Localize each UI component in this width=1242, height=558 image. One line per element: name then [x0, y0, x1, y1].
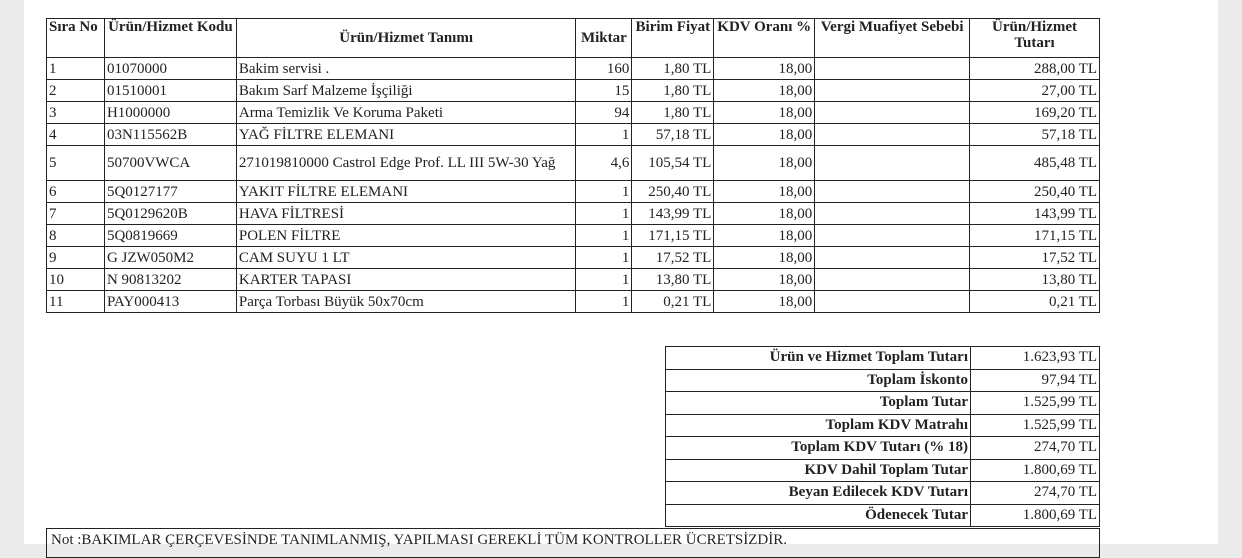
cell-birim: 171,15 TL: [632, 225, 714, 247]
cell-sira: 2: [47, 80, 105, 102]
cell-sira: 6: [47, 181, 105, 203]
table-row: [47, 181, 1100, 203]
cell-miktar: 1: [576, 181, 632, 203]
cell-kod: 5Q0819669: [104, 225, 236, 247]
table-row: [47, 225, 1100, 247]
totals-row: [666, 347, 1100, 370]
table-header-row: [47, 19, 1100, 58]
header-tanim: Ürün/Hizmet Tanımı: [236, 19, 576, 58]
cell-birim: 105,54 TL: [632, 146, 714, 181]
totals-label: Toplam Tutar: [666, 392, 971, 415]
totals-row: [666, 437, 1100, 460]
cell-sira: 10: [47, 269, 105, 291]
totals-row: [666, 482, 1100, 505]
cell-tanim: 271019810000 Castrol Edge Prof. LL III 5W-30 Yağ: [236, 146, 576, 181]
cell-miktar: 1: [576, 124, 632, 146]
cell-tutar: 57,18 TL: [970, 124, 1100, 146]
cell-tanim: YAKIT FİLTRE ELEMANI: [236, 181, 576, 203]
totals-label: Toplam İskonto: [666, 369, 971, 392]
cell-birim: 17,52 TL: [632, 247, 714, 269]
cell-tanim: KARTER TAPASI: [236, 269, 576, 291]
header-tutar: Ürün/Hizmet Tutarı: [970, 19, 1100, 58]
cell-kod: 50700VWCA: [104, 146, 236, 181]
cell-kod: N 90813202: [104, 269, 236, 291]
cell-tanim: HAVA FİLTRESİ: [236, 203, 576, 225]
cell-sira: 8: [47, 225, 105, 247]
header-miktar: Miktar: [576, 19, 632, 58]
cell-tanim: Bakim servisi .: [236, 58, 576, 80]
cell-kod: 5Q0127177: [104, 181, 236, 203]
totals-label: Toplam KDV Tutarı (% 18): [666, 437, 971, 460]
cell-birim: 13,80 TL: [632, 269, 714, 291]
cell-kod: G JZW050M2: [104, 247, 236, 269]
cell-tutar: 143,99 TL: [970, 203, 1100, 225]
totals-row: [666, 414, 1100, 437]
cell-kdv: 18,00: [714, 146, 815, 181]
cell-birim: 250,40 TL: [632, 181, 714, 203]
cell-tutar: 250,40 TL: [970, 181, 1100, 203]
cell-kod: 03N115562B: [104, 124, 236, 146]
invoice-items-table: [46, 18, 1100, 313]
cell-sira: 3: [47, 102, 105, 124]
totals-value: 274,70 TL: [971, 482, 1100, 505]
cell-tanim: Bakım Sarf Malzeme İşçiliği: [236, 80, 576, 102]
cell-tutar: 171,15 TL: [970, 225, 1100, 247]
cell-tutar: 13,80 TL: [970, 269, 1100, 291]
totals-value: 274,70 TL: [971, 437, 1100, 460]
cell-miktar: 1: [576, 269, 632, 291]
cell-tutar: 485,48 TL: [970, 146, 1100, 181]
totals-value: 1.800,69 TL: [971, 459, 1100, 482]
cell-muafiyet: [815, 80, 970, 102]
cell-kdv: 18,00: [714, 181, 815, 203]
cell-tutar: 0,21 TL: [970, 291, 1100, 313]
header-sira: Sıra No: [47, 19, 105, 58]
totals-row: [666, 392, 1100, 415]
table-row: [47, 102, 1100, 124]
cell-birim: 1,80 TL: [632, 102, 714, 124]
cell-muafiyet: [815, 291, 970, 313]
cell-tutar: 169,20 TL: [970, 102, 1100, 124]
cell-sira: 5: [47, 146, 105, 181]
cell-kod: PAY000413: [104, 291, 236, 313]
table-row: [47, 269, 1100, 291]
cell-muafiyet: [815, 146, 970, 181]
header-muafiyet: Vergi Muafiyet Sebebi: [815, 19, 970, 58]
cell-kdv: 18,00: [714, 269, 815, 291]
cell-kdv: 18,00: [714, 102, 815, 124]
cell-tanim: Parça Torbası Büyük 50x70cm: [236, 291, 576, 313]
totals-row: [666, 369, 1100, 392]
totals-table: [665, 346, 1100, 527]
cell-tanim: Arma Temizlik Ve Koruma Paketi: [236, 102, 576, 124]
cell-muafiyet: [815, 102, 970, 124]
totals-label: Beyan Edilecek KDV Tutarı: [666, 482, 971, 505]
totals-label: KDV Dahil Toplam Tutar: [666, 459, 971, 482]
totals-label: Ürün ve Hizmet Toplam Tutarı: [666, 347, 971, 370]
cell-muafiyet: [815, 124, 970, 146]
cell-sira: 1: [47, 58, 105, 80]
cell-kod: 01070000: [104, 58, 236, 80]
cell-birim: 0,21 TL: [632, 291, 714, 313]
totals-row: [666, 504, 1100, 527]
cell-tanim: POLEN FİLTRE: [236, 225, 576, 247]
totals-label: Ödenecek Tutar: [666, 504, 971, 527]
cell-kdv: 18,00: [714, 80, 815, 102]
totals-row: [666, 459, 1100, 482]
totals-value: 1.525,99 TL: [971, 392, 1100, 415]
cell-birim: 1,80 TL: [632, 80, 714, 102]
cell-miktar: 4,6: [576, 146, 632, 181]
invoice-items-body: [47, 58, 1100, 313]
cell-sira: 7: [47, 203, 105, 225]
cell-tutar: 27,00 TL: [970, 80, 1100, 102]
totals-value: 1.623,93 TL: [971, 347, 1100, 370]
cell-kdv: 18,00: [714, 58, 815, 80]
cell-sira: 4: [47, 124, 105, 146]
cell-miktar: 15: [576, 80, 632, 102]
cell-muafiyet: [815, 225, 970, 247]
totals-value: 1.525,99 TL: [971, 414, 1100, 437]
totals-value: 97,94 TL: [971, 369, 1100, 392]
cell-tutar: 288,00 TL: [970, 58, 1100, 80]
cell-sira: 11: [47, 291, 105, 313]
cell-miktar: 1: [576, 247, 632, 269]
cell-muafiyet: [815, 58, 970, 80]
cell-kdv: 18,00: [714, 291, 815, 313]
cell-miktar: 94: [576, 102, 632, 124]
note-box: Not :BAKIMLAR ÇERÇEVESİNDE TANIMLANMIŞ, YAPILMASI GEREKLİ TÜM KONTROLLER ÜCRETSİZDİR.: [46, 528, 1100, 558]
cell-tutar: 17,52 TL: [970, 247, 1100, 269]
cell-miktar: 1: [576, 203, 632, 225]
cell-kdv: 18,00: [714, 124, 815, 146]
table-row: [47, 146, 1100, 181]
cell-tanim: CAM SUYU 1 LT: [236, 247, 576, 269]
cell-kdv: 18,00: [714, 225, 815, 247]
cell-miktar: 1: [576, 225, 632, 247]
cell-miktar: 1: [576, 291, 632, 313]
cell-birim: 1,80 TL: [632, 58, 714, 80]
cell-muafiyet: [815, 247, 970, 269]
cell-sira: 9: [47, 247, 105, 269]
cell-kdv: 18,00: [714, 247, 815, 269]
table-row: [47, 58, 1100, 80]
cell-muafiyet: [815, 269, 970, 291]
totals-value: 1.800,69 TL: [971, 504, 1100, 527]
table-row: [47, 291, 1100, 313]
header-kod: Ürün/Hizmet Kodu: [104, 19, 236, 58]
invoice-page: [24, 0, 1218, 548]
cell-kdv: 18,00: [714, 203, 815, 225]
cell-tanim: YAĞ FİLTRE ELEMANI: [236, 124, 576, 146]
cell-muafiyet: [815, 203, 970, 225]
totals-body: [666, 347, 1100, 527]
totals-label: Toplam KDV Matrahı: [666, 414, 971, 437]
cell-kod: 01510001: [104, 80, 236, 102]
header-birim-fiyat: Birim Fiyat: [632, 19, 714, 58]
table-row: [47, 124, 1100, 146]
cell-kod: 5Q0129620B: [104, 203, 236, 225]
cell-birim: 143,99 TL: [632, 203, 714, 225]
cell-muafiyet: [815, 181, 970, 203]
table-row: [47, 247, 1100, 269]
cell-birim: 57,18 TL: [632, 124, 714, 146]
header-kdv-orani: KDV Oranı %: [714, 19, 815, 58]
table-row: [47, 203, 1100, 225]
cell-miktar: 160: [576, 58, 632, 80]
cell-kod: H1000000: [104, 102, 236, 124]
table-row: [47, 80, 1100, 102]
